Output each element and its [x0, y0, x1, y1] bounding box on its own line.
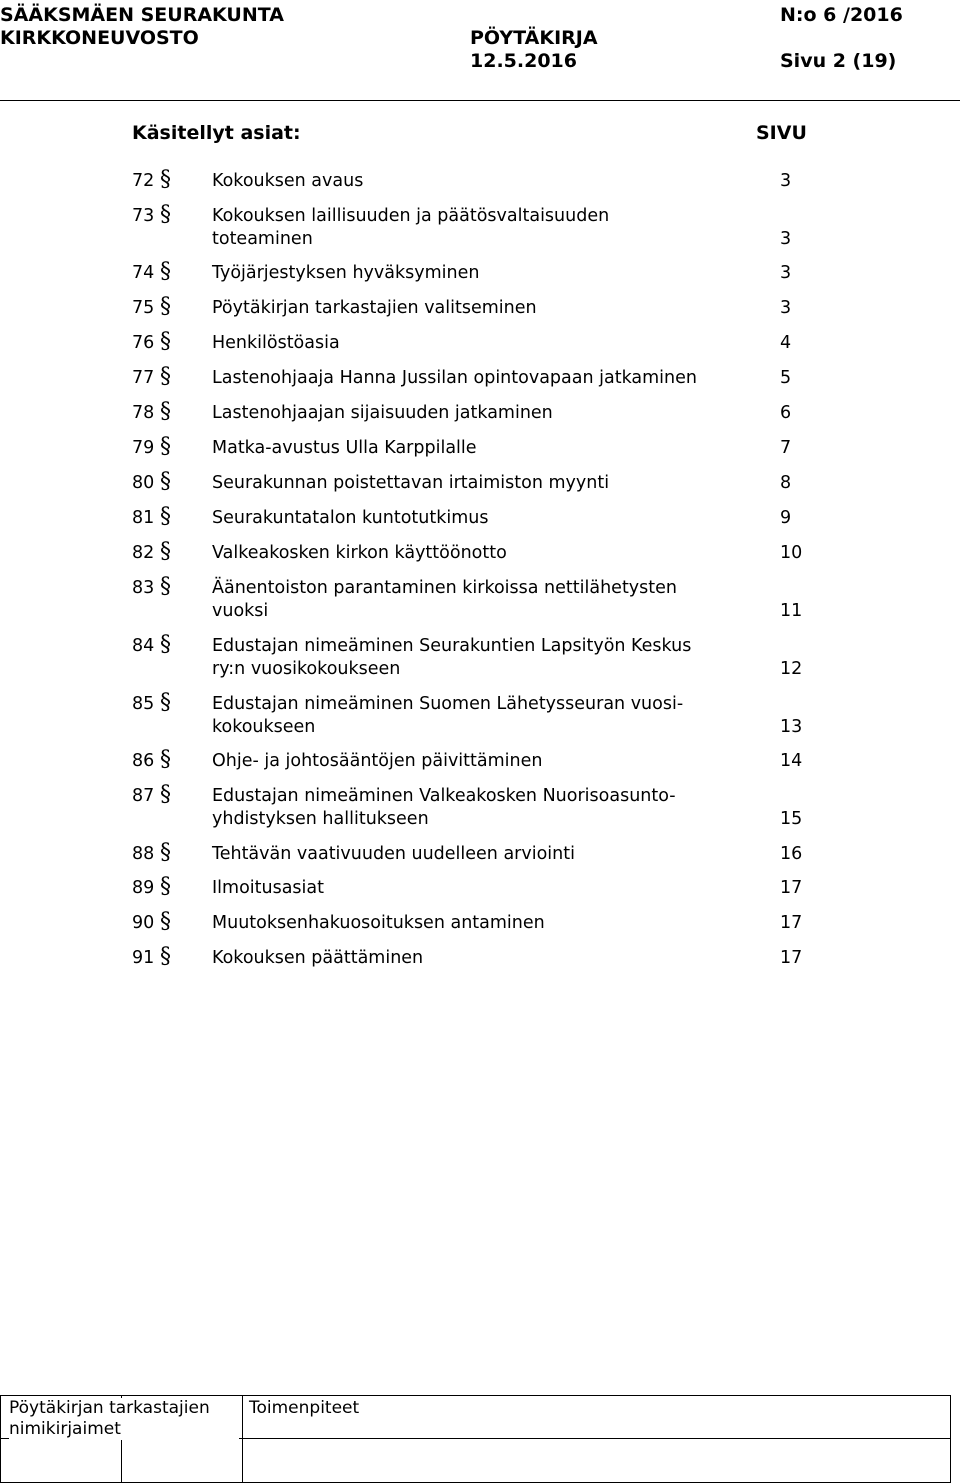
toc-item-page: 12 [780, 659, 803, 679]
toc-item-label: Lastenohjaaja Hanna Jussilan opintovapaan jatkaminen [212, 368, 697, 388]
toc-item-label: Matka-avustus Ulla Karppilalle [212, 438, 477, 458]
toc-item-page: 8 [780, 473, 792, 493]
section-sign: § [160, 574, 171, 599]
toc-item-label: Edustajan nimeäminen Seurakuntien Lapsityön Keskus ry:n vuosikokoukseen [212, 636, 692, 679]
toc-item-page: 15 [780, 809, 803, 829]
footer-signers-label: Pöytäkirjan tarkastajien nimikirjaimet [9, 1398, 239, 1440]
section-sign: § [160, 840, 171, 865]
section-sign: § [160, 167, 171, 192]
toc-item-label: Kokouksen avaus [212, 171, 364, 191]
toc-item-page: 4 [780, 333, 792, 353]
toc-item-label: Edustajan nimeäminen Suomen Lähetysseuran vuosi- kokoukseen [212, 694, 684, 737]
toc-item-number: 86 [132, 751, 155, 771]
toc-item-number: 81 [132, 508, 155, 528]
toc-item-page: 3 [780, 229, 792, 249]
document-number: N:o 6 /2016 [780, 4, 903, 26]
page-footer [0, 1395, 951, 1483]
toc-item-number: 79 [132, 438, 155, 458]
toc-item-page: 3 [780, 298, 792, 318]
section-sign: § [160, 909, 171, 934]
toc-item-label: Työjärjestyksen hyväksyminen [212, 263, 480, 283]
header-divider [0, 100, 960, 101]
toc-item-page: 5 [780, 368, 792, 388]
footer-actions-label: Toimenpiteet [249, 1398, 360, 1418]
toc-item-number: 84 [132, 636, 155, 656]
page-number: Sivu 2 (19) [780, 50, 897, 72]
toc-item-number: 90 [132, 913, 155, 933]
toc-item-label: Seurakunnan poistettavan irtaimiston myynti [212, 473, 610, 493]
toc-item-number: 74 [132, 263, 155, 283]
toc-item-label: Lastenohjaajan sijaisuuden jatkaminen [212, 403, 553, 423]
toc-item-page: 9 [780, 508, 792, 528]
toc-item-page: 11 [780, 601, 803, 621]
toc-item-page: 10 [780, 543, 803, 563]
section-sign: § [160, 632, 171, 657]
toc-item-number: 82 [132, 543, 155, 563]
section-sign: § [160, 690, 171, 715]
section-sign: § [160, 539, 171, 564]
toc-item-label: Äänentoiston parantaminen kirkoissa nettilähetysten vuoksi [212, 578, 677, 621]
meeting-date: 12.5.2016 [470, 50, 577, 72]
toc-item-page: 13 [780, 717, 803, 737]
section-sign: § [160, 399, 171, 424]
toc-item-label: Kokouksen laillisuuden ja päätösvaltaisuuden toteaminen [212, 206, 610, 249]
section-sign: § [160, 434, 171, 459]
toc-item-number: 73 [132, 206, 155, 226]
section-sign: § [160, 782, 171, 807]
toc-item-page: 3 [780, 263, 792, 283]
toc-item-label: Muutoksenhakuosoituksen antaminen [212, 913, 545, 933]
toc-item-label: Ilmoitusasiat [212, 878, 324, 898]
toc-item-page: 17 [780, 913, 803, 933]
toc-item-page: 17 [780, 878, 803, 898]
toc-item-page: 16 [780, 844, 803, 864]
section-sign: § [160, 944, 171, 969]
toc-item-number: 76 [132, 333, 155, 353]
toc-item-label: Seurakuntatalon kuntotutkimus [212, 508, 489, 528]
toc-item-page: 14 [780, 751, 803, 771]
governing-body: KIRKKONEUVOSTO [0, 27, 199, 49]
toc-title: Käsitellyt asiat: [132, 122, 301, 144]
toc-item-label: Valkeakosken kirkon käyttöönotto [212, 543, 507, 563]
toc-item-label: Ohje- ja johtosääntöjen päivittäminen [212, 751, 543, 771]
organization-name: SÄÄKSMÄEN SEURAKUNTA [0, 4, 284, 26]
toc-item-label: Pöytäkirjan tarkastajien valitseminen [212, 298, 537, 318]
toc-item-label: Edustajan nimeäminen Valkeakosken Nuorisoasunto- yhdistyksen hallitukseen [212, 786, 676, 829]
section-sign: § [160, 294, 171, 319]
toc-item-label: Tehtävän vaativuuden uudelleen arviointi [212, 844, 575, 864]
section-sign: § [160, 329, 171, 354]
section-sign: § [160, 202, 171, 227]
toc-page-column-label: SIVU [756, 122, 807, 144]
toc-item-page: 17 [780, 948, 803, 968]
toc-item-number: 78 [132, 403, 155, 423]
document-type: PÖYTÄKIRJA [470, 27, 598, 49]
toc-item-number: 91 [132, 948, 155, 968]
toc-item-number: 72 [132, 171, 155, 191]
toc-item-number: 87 [132, 786, 155, 806]
toc-item-number: 85 [132, 694, 155, 714]
section-sign: § [160, 747, 171, 772]
section-sign: § [160, 364, 171, 389]
toc-item-label: Henkilöstöasia [212, 333, 340, 353]
toc-item-number: 89 [132, 878, 155, 898]
section-sign: § [160, 874, 171, 899]
toc-item-number: 88 [132, 844, 155, 864]
toc-item-number: 77 [132, 368, 155, 388]
toc-item-page: 3 [780, 171, 792, 191]
toc-item-page: 7 [780, 438, 792, 458]
section-sign: § [160, 259, 171, 284]
section-sign: § [160, 469, 171, 494]
toc-item-number: 75 [132, 298, 155, 318]
toc-item-page: 6 [780, 403, 792, 423]
toc-item-number: 83 [132, 578, 155, 598]
section-sign: § [160, 504, 171, 529]
toc-item-label: Kokouksen päättäminen [212, 948, 424, 968]
toc-item-number: 80 [132, 473, 155, 493]
